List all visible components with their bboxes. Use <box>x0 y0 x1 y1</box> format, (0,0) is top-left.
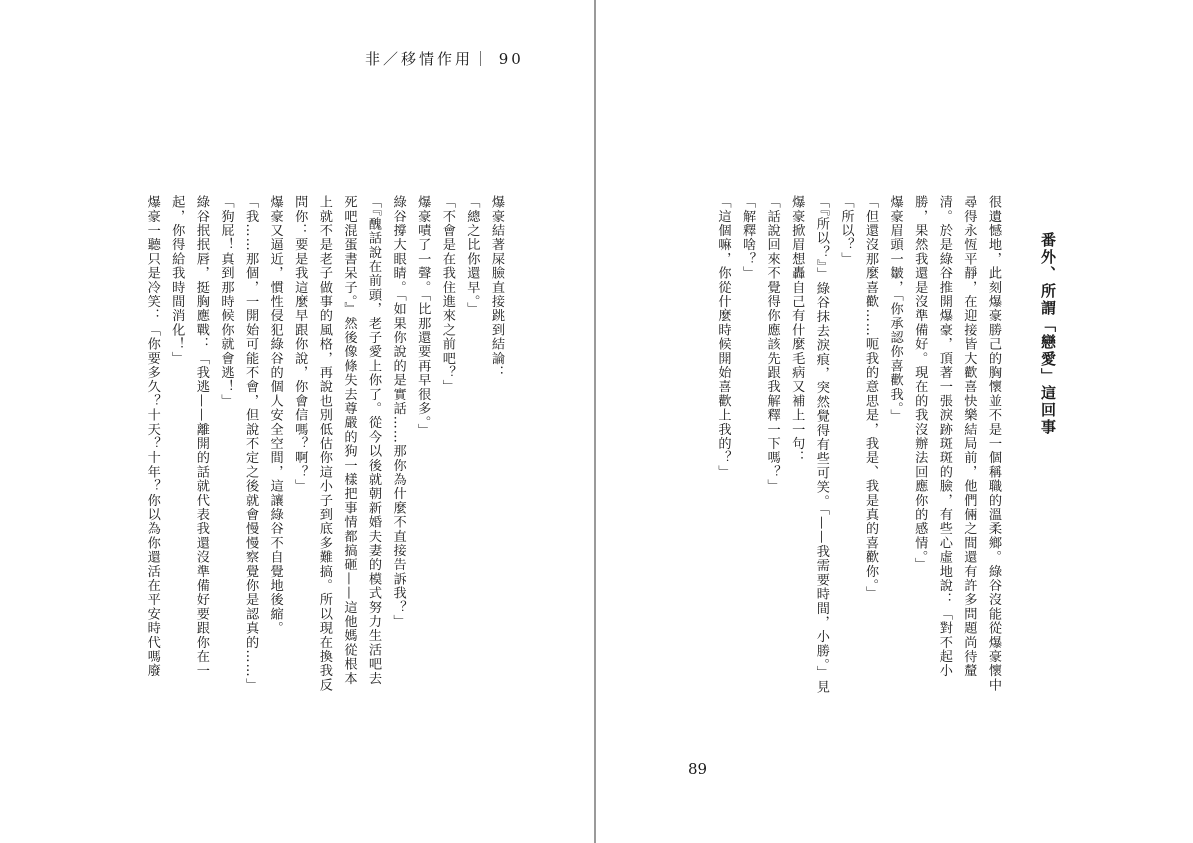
paragraph: 綠谷抿抿唇，挺胸應戰：「我逃——離開的話就代表我還沒準備好要跟你在一起，你得給我時間消化！」 <box>169 195 209 678</box>
paragraph: 「總之比你還早。」 <box>464 195 480 317</box>
running-header: 非／移情作用｜ 90 <box>365 50 524 68</box>
paragraph: 爆豪嘖了一聲。「比那還要再早很多。」 <box>415 195 431 438</box>
paragraph: 「所以？」 <box>838 195 854 266</box>
paragraph: 「解釋啥？」 <box>740 195 756 281</box>
paragraph: 爆豪又逼近，慣性侵犯綠谷的個人安全空間，這讓綠谷不自覺地後縮。 <box>267 195 283 636</box>
paragraph: 綠谷撐大眼睛。「如果你說的是實話……那你為什麼不直接告訴我？」 <box>390 195 406 629</box>
paragraph: 「我……那個，一開始可能不會，但說不定之後就會慢慢察覺你是認真的……」 <box>243 195 259 692</box>
paragraph: 「但還沒那麼喜歡……呃我的意思是，我是、我是真的喜歡你。」 <box>863 195 879 601</box>
paragraph: 「話說回來不覺得你應該先跟我解釋一下嗎？」 <box>764 195 780 494</box>
book-spine <box>594 0 596 843</box>
paragraph: 「不會是在我住進來之前吧？」 <box>439 195 455 394</box>
left-page-text <box>705 195 1005 695</box>
paragraph: 「『所以？』」綠谷抹去淚痕，突然覺得有些可笑。「——我需要時間，小勝。」見爆豪掀眉想轟自己有什麼毛病又補上一句： <box>789 195 829 694</box>
chapter-title: 番外、所謂「戀愛」這回事 <box>1039 232 1057 436</box>
page-number: 89 <box>688 760 708 778</box>
paragraph: 「這個嘛，你從什麼時候開始喜歡上我的？」 <box>715 195 731 479</box>
paragraph: 「『醜話說在前頭，老子愛上你了。從今以後就朝新婚夫妻的模式努力生活吧去死吧混蛋書呆子。』然後像條失去尊嚴的狗一樣把事情都搞砸——這他媽從根本上就不是老子做事的風格，再說也別低估你這小子到底多難搞。所以現在換我反問你：要是我這麼早跟你說，你會信嗎？啊？」 <box>292 195 382 692</box>
paragraph: 「狗屁！真到那時候你就會逃！」 <box>218 195 234 408</box>
paragraph: 爆豪眉頭一皺，「你承認你喜歡我。」 <box>887 195 903 424</box>
paragraph: 爆豪一聽只是冷笑：「你要多久？十天？十年？你以為你還活在平安時代嗎廢 <box>144 195 160 678</box>
right-page-text <box>108 195 508 695</box>
paragraph: 很遺憾地，此刻爆豪勝己的胸懷並不是一個稱職的溫柔鄉。綠谷沒能從爆豪懷中尋得永恆平靜，在迎接皆大歡喜快樂結局前，他們倆之間還有許多問題尚待釐清。於是綠谷推開爆豪，頂著一張淚跡斑斑的臉，有些心虛地說：「對不起小勝，果然我還是沒準備好。現在的我沒辦法回應你的感情。」 <box>912 195 1001 692</box>
paragraph: 爆豪結著屎臉直接跳到結論： <box>489 195 504 380</box>
